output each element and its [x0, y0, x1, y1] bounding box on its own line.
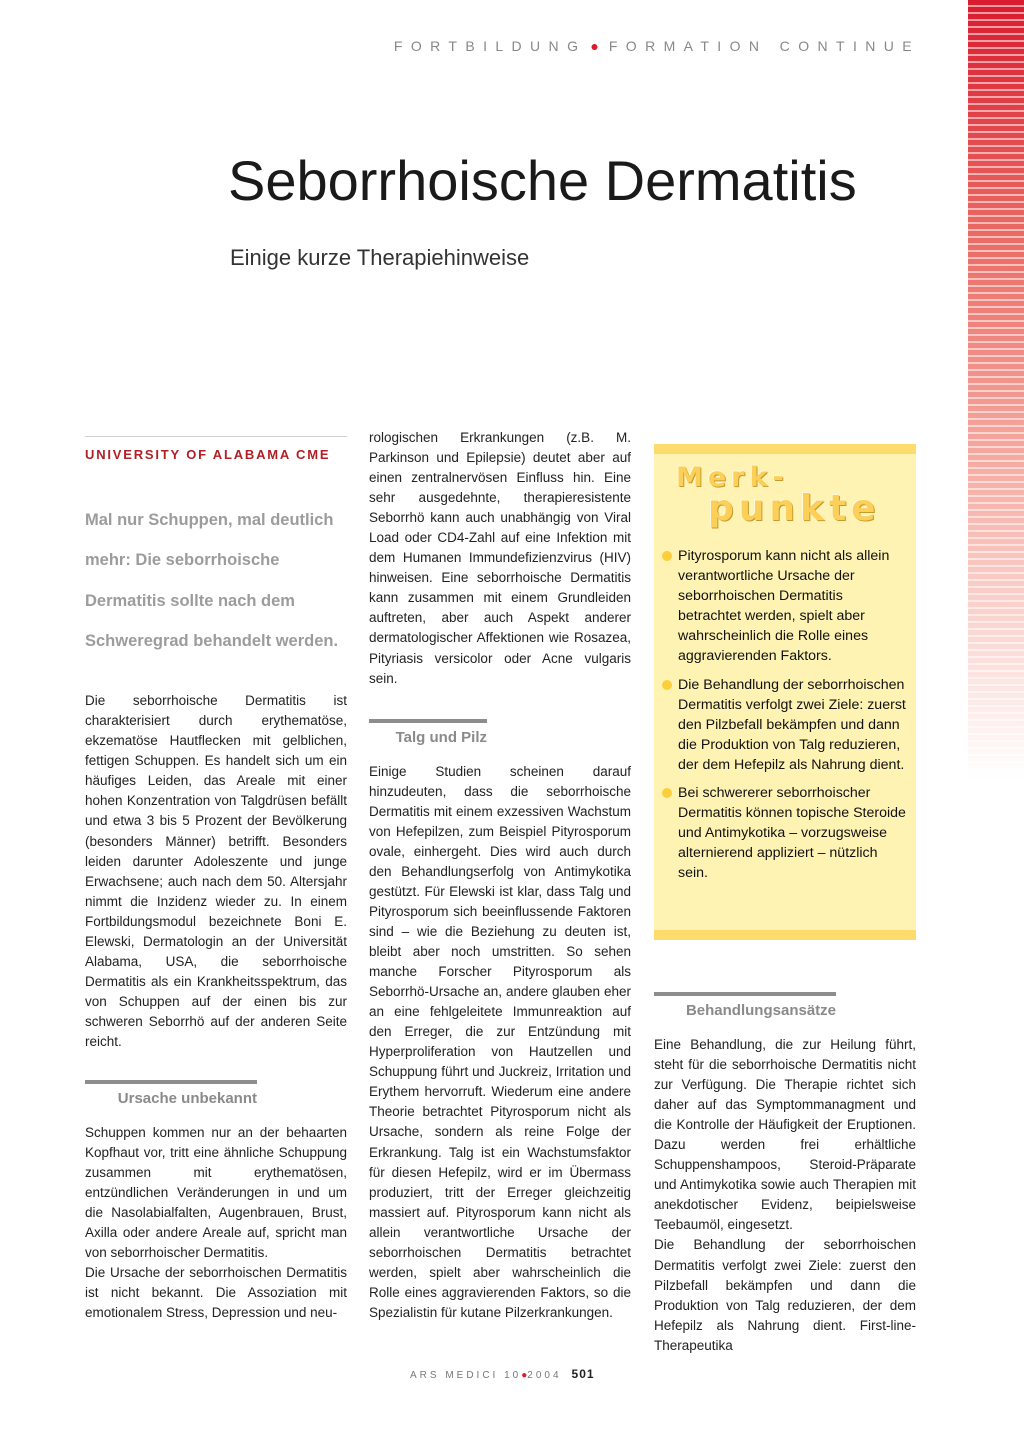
- section-heading-ursache: Ursache unbekannt: [85, 1080, 257, 1107]
- list-item-text: Die Behandlung der seborrhoischen Dermatitis verfolgt zwei Ziele: zuerst den Pilzbefall bekämpfen und dann die Produktion von Talg reduzieren, der dem Hefepilz als Nahrung dient.: [678, 676, 906, 773]
- footer-journal: ARS MEDICI 10: [410, 1370, 522, 1381]
- section-heading-behandlung: Behandlungsansätze: [654, 992, 836, 1019]
- list-item-text: Bei schwererer seborrhoischer Dermatitis können topische Steroide und Antimykotika – vorzugsweise alternierend appliziert – nützlich sein.: [678, 785, 906, 882]
- column-1: [85, 428, 347, 1324]
- intro-paragraph: Die seborrhoische Dermatitis ist charakterisiert durch erythematöse, ekzematöse Hautflecken mit gelblichen, fettigen Schuppen. Es handelt sich um ein häufiges Leiden, das Areale mit einer hohen Konzentration von Talgdrüsen befällt und etwa 3 bis 5 Prozent der Bevölkerung (besonders Männer) betrifft. Besonders leiden darunter Adoleszente und junge Erwachsene; auch nach dem 50. Altersjahr nimmt die Inzidenz wieder zu. In einem Fortbildungsmodul bezeichnete Boni E. Elewski, Dermatologin an der Universität Alabama, USA, die seborrhoische Dermatitis als ein Krankheitsspektrum, das von Schuppen auf der einen bis zur schweren Seborrhö auf der anderen Seite reicht.: [85, 693, 347, 1049]
- page-footer: [410, 1367, 595, 1381]
- article-title: Seborrhoische Dermatitis: [228, 149, 857, 212]
- column-2: [369, 428, 631, 1323]
- column-1-body: [85, 691, 347, 1052]
- source-line: UNIVERSITY OF ALABAMA CME: [85, 436, 347, 462]
- column-3: [654, 428, 916, 1356]
- merkpunkte-list: [662, 546, 906, 892]
- lead-text: Mal nur Schuppen, mal deutlich mehr: Die seborrhoische Dermatitis sollte nach dem Schweregrad behandelt werden.: [85, 511, 339, 650]
- section-header: [360, 38, 920, 54]
- paragraph: Die Behandlung der seborrhoischen Dermatitis verfolgt zwei Ziele: zuerst den Pilzbefall bekämpfen und dann die Produktion von Talg reduzieren, der dem Hefepilz als Nahrung dient. First-line-Therapeutika: [654, 1237, 916, 1353]
- header-right: FORMATION CONTINUE: [608, 38, 920, 54]
- bullet-icon: [662, 551, 672, 561]
- section-heading-talg: Talg und Pilz: [369, 719, 487, 746]
- paragraph: Schuppen kommen nur an der behaarten Kopfhaut vor, tritt eine ähnliche Schuppung zusammen mit erythematösen, entzündlichen Veränderungen in und um die Nasolabialfalten, Augenbrauen, Brust, Axilla oder andere Areale auf, spricht man von seborrhoischer Dermatitis.: [85, 1125, 347, 1261]
- merkpunkte-title-1: Merk-: [676, 462, 789, 493]
- paragraph: Die Ursache der seborrhoischen Dermatitis ist nicht bekannt. Die Assoziation mit emotionalem Stress, Depression und neu-: [85, 1265, 347, 1321]
- paragraph: Eine Behandlung, die zur Heilung führt, steht für die seborrhoische Dermatitis nicht zur Verfügung. Die Therapie richtet sich daher auf das Symptommanagment und die Kontrolle der Häufigkeit der Eruptionen. Dazu werden frei erhältliche Schuppenshampoos, Steroid-Präparate und Antimykotika sowie auch Therapien mit anekdotischer Evidenz, beipielsweise Teebaumöl, eingesetzt.: [654, 1037, 916, 1233]
- bullet-icon: [662, 788, 672, 798]
- header-dot: ●: [590, 38, 599, 54]
- paragraph: Einige Studien scheinen darauf hinzudeuten, dass die seborrhoische Dermatitis mit einem exzessiven Wachstum von Hefepilzen, zum Beispiel Pityrosporum ovale, einhergeht. Dies wird auch durch den Behandlungserfolg von Antimykotika gestützt. Für Elewski ist klar, dass Talg und Pityrosporum sich beeinflussende Faktoren sind – wie die Beziehung zu deuten ist, bleibt aber noch umstritten. So sehen manche Forscher Pityrosporum als Seborrhö-Ursache an, andere glauben eher an eine fehlgeleitete Immunreaktion auf den Erreger, die zur Entzündung mit Hyperproliferation von Hautzellen und Schuppung führt und Juckreiz, Irritation und Erythem hervorruft. Wiederum eine andere Theorie betrachtet Pityrosporum nicht als Ursache, sondern als reine Folge der Erkrankung. Talg ist ein Wachstumsfaktor für diesen Hefepilz, wird er im Übermass produziert, tritt der Erreger gleichzeitig massiert auf. Pityrosporum kann nicht als allein verantwortliche Ursache der seborrhoischen Dermatitis betrachtet werden, spielt aber wahrscheinlich die Rolle eines aggravierenden Faktors, so die Spezialistin für kutane Pilzerkrankungen.: [369, 763, 631, 1320]
- header-left: FORTBILDUNG: [393, 38, 587, 54]
- merkpunkte-title-2: punkte: [708, 488, 881, 529]
- column-3-body: [654, 1035, 916, 1356]
- decorative-stripe: [968, 0, 1024, 780]
- article-subtitle: Einige kurze Therapiehinweise: [230, 245, 530, 270]
- list-item: [662, 783, 906, 883]
- column-2-body-2: [369, 762, 631, 1323]
- list-item: [662, 675, 906, 775]
- footer-year: 2004: [527, 1370, 562, 1381]
- column-1-body-2: [85, 1123, 347, 1323]
- paragraph: rologischen Erkrankungen (z.B. M. Parkinson und Epilepsie) deutet aber auf einen zentralnervösen Einfluss hin. Eine sehr ausgedehnte, therapieresistente Seborrhö kann auch unabhängig von Viral Load oder CD4-Zahl auf eine Infektion mit dem Humanen Immundefizienzvirus (HIV) hinweisen. Eine seborrhoische Dermatitis kann zusammen mit einem Grundleiden auftreten, aber auch Aspekt anderer dermatologischer Affektionen wie Rosazea, Pityriasis versicolor oder Acne vulgaris sein.: [369, 430, 631, 686]
- bullet-icon: [662, 680, 672, 690]
- column-2-body: [369, 428, 631, 689]
- footer-dot: ●: [521, 1370, 528, 1381]
- page-number: 501: [571, 1367, 595, 1381]
- merkpunkte-box: [654, 444, 916, 940]
- list-item-text: Pityrosporum kann nicht als allein verantwortliche Ursache der seborrhoischen Dermatitis betrachtet werden, spielt aber wahrscheinlich die Rolle eines aggravierenden Faktors.: [678, 548, 890, 665]
- list-item: [662, 546, 906, 667]
